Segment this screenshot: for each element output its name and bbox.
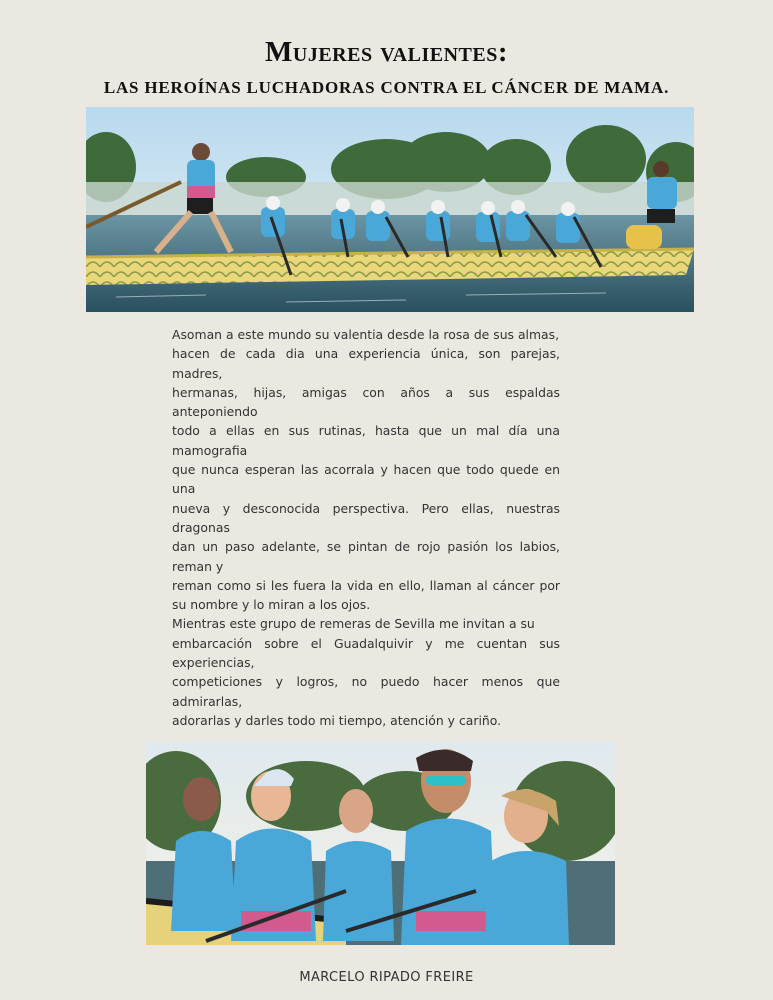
body-line: todo a ellas en sus rutinas, hasta que un mal día una mamografia — [172, 423, 560, 458]
body-line: hermanas, hijas, amigas con años a sus espaldas anteponiendo — [172, 384, 560, 420]
body-line: nueva y desconocida perspectiva. Pero ellas, nuestras dragonas — [172, 500, 560, 535]
body-line: adorarlas y darles todo mi tiempo, atención y cariño. — [172, 712, 502, 728]
author-credit: MARCELO RIPADO FREIRE — [299, 970, 474, 985]
body-line: reman como si les fuera la vida en ello, llaman al cáncer por su nombre y lo miran a los ojos. — [172, 577, 560, 613]
dragon-boat-photo — [86, 107, 694, 312]
body-line: Mientras este grupo de remeras de Sevilla me invitan a su — [172, 616, 535, 632]
rowers-closeup-photo — [146, 741, 615, 945]
article-subtitle: LAS HEROÍNAS LUCHADORAS CONTRA EL CÁNCER DE MAMA. — [103, 78, 670, 97]
body-line: hacen de cada dia una experiencia única, son parejas, madres, — [172, 346, 560, 381]
body-line: dan un paso adelante, se pintan de rojo pasión los labios, reman y — [172, 539, 560, 574]
body-line: que nunca esperan las acorrala y hacen que todo quede en una — [172, 462, 560, 497]
article-body — [172, 325, 560, 730]
article-title: Mujeres valientes: — [265, 36, 508, 68]
body-line: competiciones y logros, no puedo hacer menos que admirarlas, — [172, 674, 560, 709]
body-line: embarcación sobre el Guadalquivir y me cuentan sus experiencias, — [172, 635, 560, 671]
body-line: Asoman a este mundo su valentia desde la rosa de sus almas, — [172, 327, 560, 342]
